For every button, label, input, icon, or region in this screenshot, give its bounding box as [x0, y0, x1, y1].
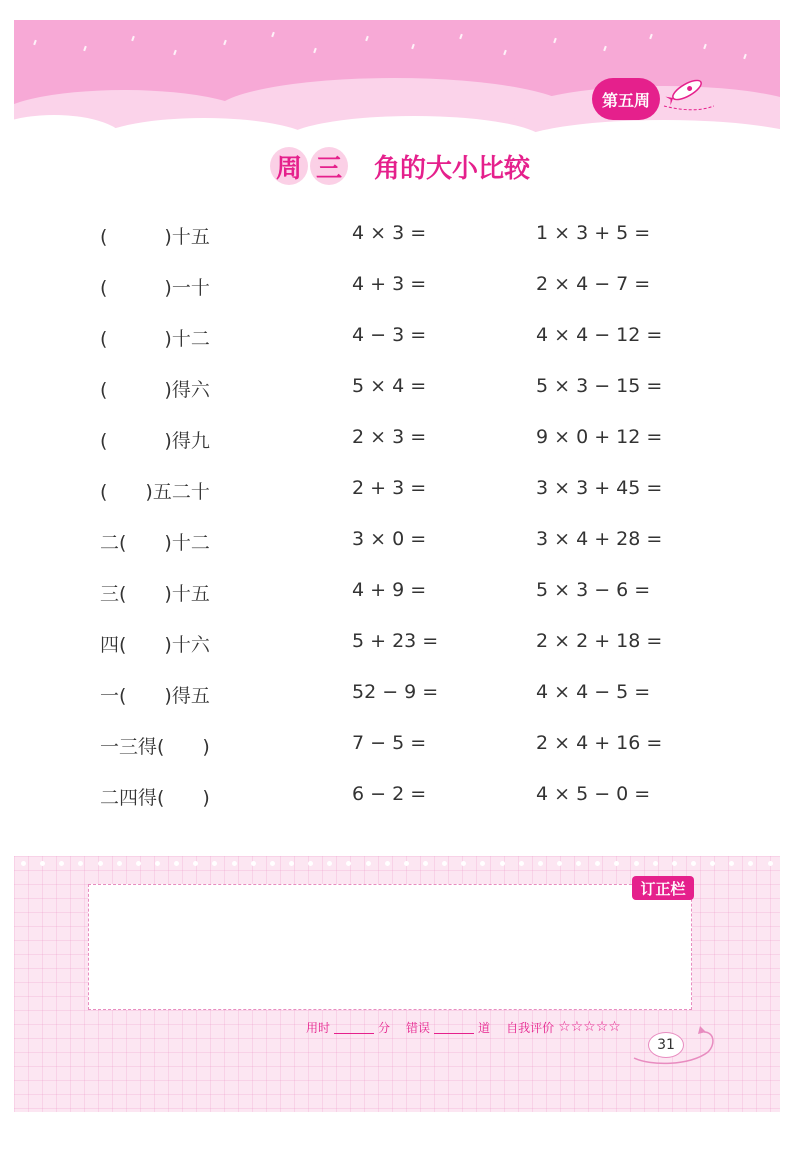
- multiplication-rhyme: 二( )十二: [100, 532, 210, 554]
- day-label: [270, 147, 350, 185]
- mixed-operation-problem: 3 × 4 + 28 =: [536, 528, 663, 550]
- problem-row: [0, 324, 800, 364]
- problem-row: [0, 222, 800, 262]
- problem-row: [0, 528, 800, 568]
- page-number: 31: [648, 1032, 684, 1058]
- problem-row: [0, 732, 800, 772]
- multiplication-rhyme: ( )十五: [100, 226, 210, 248]
- multiplication-rhyme: ( )十二: [100, 328, 210, 350]
- problem-row: [0, 630, 800, 670]
- arithmetic-problem: 5 + 23 =: [352, 630, 439, 652]
- rocket-icon: [660, 70, 714, 114]
- problem-row: [0, 273, 800, 313]
- multiplication-rhyme: ( )得六: [100, 379, 210, 401]
- error-unit: 道: [478, 1020, 491, 1035]
- mixed-operation-problem: 1 × 3 + 5 =: [536, 222, 651, 244]
- problem-row: [0, 579, 800, 619]
- problem-row: [0, 477, 800, 517]
- arithmetic-problem: 4 + 9 =: [352, 579, 427, 601]
- problem-row: [0, 681, 800, 721]
- notebook-holes: [14, 856, 780, 870]
- time-blank[interactable]: [334, 1021, 374, 1034]
- mixed-operation-problem: 9 × 0 + 12 =: [536, 426, 663, 448]
- day-char: 周: [270, 147, 308, 185]
- multiplication-rhyme: ( )一十: [100, 277, 210, 299]
- arithmetic-problem: 52 − 9 =: [352, 681, 439, 703]
- time-unit: 分: [378, 1020, 391, 1035]
- multiplication-rhyme: 二四得( ): [100, 787, 210, 809]
- error-blank[interactable]: [434, 1021, 474, 1034]
- mixed-operation-problem: 3 × 3 + 45 =: [536, 477, 663, 499]
- correction-writing-area[interactable]: [88, 884, 692, 1010]
- mixed-operation-problem: 4 × 5 − 0 =: [536, 783, 651, 805]
- multiplication-rhyme: ( )五二十: [100, 481, 210, 503]
- correction-label: 订正栏: [632, 876, 694, 900]
- arithmetic-problem: 6 − 2 =: [352, 783, 427, 805]
- problem-row: [0, 375, 800, 415]
- multiplication-rhyme: 一( )得五: [100, 685, 210, 707]
- arithmetic-problem: 5 × 4 =: [352, 375, 427, 397]
- multiplication-rhyme: 一三得( ): [100, 736, 210, 758]
- self-eval-label: 自我评价: [506, 1020, 555, 1035]
- arithmetic-problem: 3 × 0 =: [352, 528, 427, 550]
- lesson-title: [0, 144, 800, 188]
- mixed-operation-problem: 2 × 2 + 18 =: [536, 630, 663, 652]
- arithmetic-problem: 4 + 3 =: [352, 273, 427, 295]
- mixed-operation-problem: 4 × 4 − 5 =: [536, 681, 651, 703]
- week-badge: 第五周: [592, 78, 660, 120]
- mixed-operation-problem: 4 × 4 − 12 =: [536, 324, 663, 346]
- self-assessment-line: [306, 1016, 621, 1038]
- mixed-operation-problem: 5 × 3 − 6 =: [536, 579, 651, 601]
- lesson-topic: 角的大小比较: [373, 153, 530, 184]
- multiplication-rhyme: ( )得九: [100, 430, 210, 452]
- multiplication-rhyme: 三( )十五: [100, 583, 210, 605]
- problem-row: [0, 426, 800, 466]
- star-rating[interactable]: ☆☆☆☆☆: [558, 1019, 621, 1035]
- error-label: 错误: [406, 1020, 431, 1035]
- arithmetic-problem: 2 + 3 =: [352, 477, 427, 499]
- time-label: 用时: [306, 1020, 331, 1035]
- mixed-operation-problem: 5 × 3 − 15 =: [536, 375, 663, 397]
- mixed-operation-problem: 2 × 4 − 7 =: [536, 273, 651, 295]
- problem-row: [0, 783, 800, 823]
- arithmetic-problem: 7 − 5 =: [352, 732, 427, 754]
- arithmetic-problem: 4 − 3 =: [352, 324, 427, 346]
- arithmetic-problem: 2 × 3 =: [352, 426, 427, 448]
- arithmetic-problem: 4 × 3 =: [352, 222, 427, 244]
- day-char: 三: [310, 147, 348, 185]
- mixed-operation-problem: 2 × 4 + 16 =: [536, 732, 663, 754]
- multiplication-rhyme: 四( )十六: [100, 634, 210, 656]
